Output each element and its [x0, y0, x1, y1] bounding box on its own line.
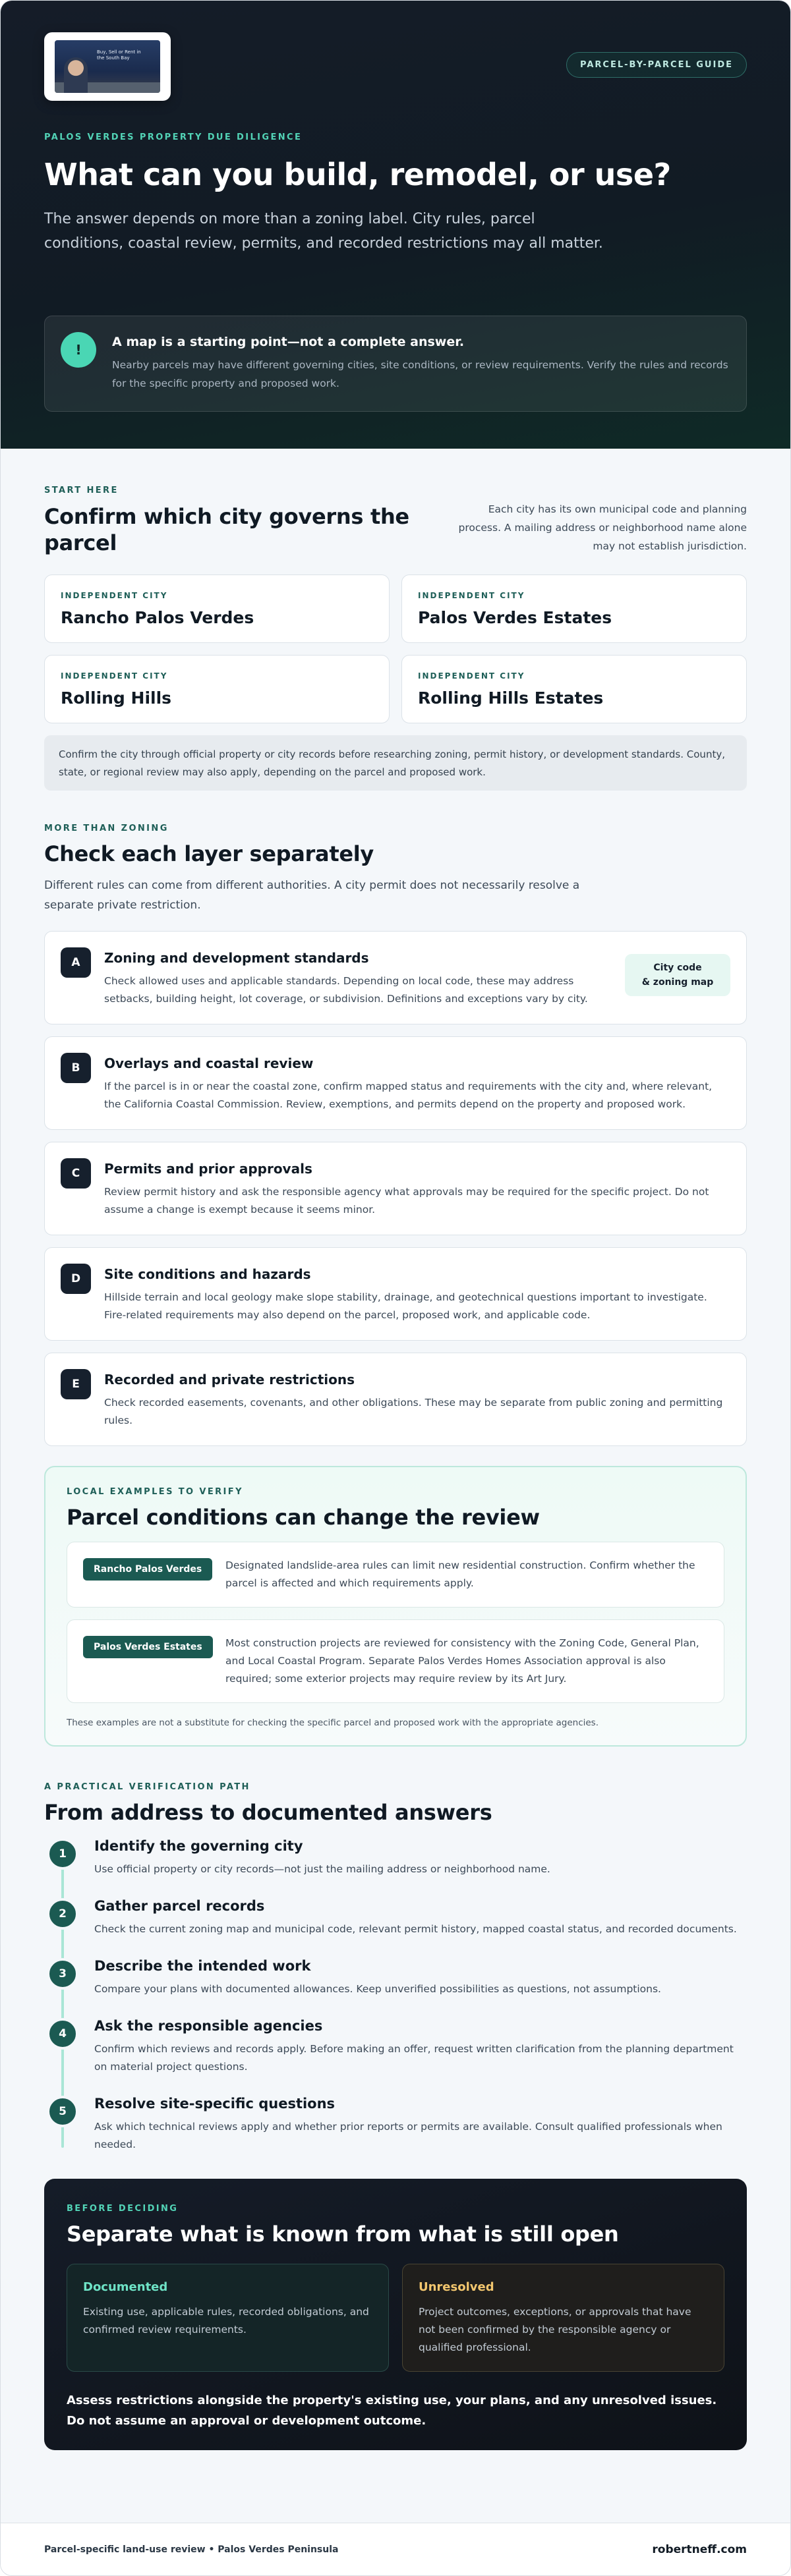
- cities-eyebrow: START HERE: [44, 486, 119, 495]
- step-body: Confirm which reviews and records apply. Before making an offer, request written clarification from the planning department on material project questions.: [94, 2043, 734, 2073]
- hero-lead: The answer depends on more than a zoning label. City rules, parcel conditions, coastal review, permits, and recorded restrictions may all matter.: [44, 211, 603, 252]
- layer-letter: B: [61, 1053, 91, 1083]
- exclamation-icon: !: [61, 332, 96, 368]
- decide-final-note: Assess restrictions alongside the property's existing use, your plans, and any unresolved issues. Do not assume an approval or development outcome.: [67, 2394, 717, 2428]
- step-number: 2: [47, 1898, 78, 1930]
- logo-caption: Buy, Sell or Rent in the South Bay: [97, 49, 141, 61]
- logo-image: [55, 40, 160, 93]
- guide-badge: PARCEL-BY-PARCEL GUIDE: [566, 52, 747, 78]
- step-body: Check the current zoning map and municipal code, relevant permit history, mapped coastal status, and recorded documents.: [94, 1923, 737, 1935]
- city-card: [44, 574, 390, 643]
- logo-card[interactable]: [44, 32, 171, 101]
- documented-title: Documented: [83, 2280, 168, 2294]
- layer-letter: D: [61, 1264, 91, 1294]
- step-item: [44, 1838, 747, 1878]
- footer: [1, 2523, 790, 2575]
- step-number: 1: [47, 1838, 78, 1870]
- footer-tagline: Parcel-specific land-use review • Palos Verdes Peninsula: [44, 2544, 339, 2555]
- city-name: Rancho Palos Verdes: [61, 608, 254, 627]
- layers-title: Check each layer separately: [44, 841, 374, 866]
- step-list: [44, 1838, 747, 2154]
- step-number: 4: [47, 2018, 78, 2050]
- step-title: Ask the responsible agencies: [94, 2018, 323, 2034]
- footer-site-link[interactable]: robertneff.com: [652, 2542, 747, 2556]
- step-item: [44, 2018, 747, 2076]
- step-title: Resolve site-specific questions: [94, 2096, 336, 2112]
- layer-body: If the parcel is in or near the coastal zone, confirm mapped status and requirements with the city and, where relevant, the California Coastal Commission. Review, exemptions, and permits depend on the property and proposed work.: [104, 1080, 713, 1110]
- layer-title: Recorded and private restrictions: [104, 1372, 355, 1387]
- city-card: [44, 655, 390, 723]
- layer-tag-line: City code: [653, 963, 702, 973]
- step-item: [44, 2096, 747, 2154]
- hero: [1, 1, 790, 449]
- steps-title: From address to documented answers: [44, 1800, 492, 1825]
- layer-letter: C: [61, 1158, 91, 1189]
- example-card: [67, 1619, 724, 1703]
- local-title: Parcel conditions can change the review: [67, 1505, 540, 1530]
- layer-list: [44, 931, 747, 1446]
- layer-card: [44, 1353, 747, 1446]
- city-tag: INDEPENDENT CITY: [61, 671, 168, 681]
- notice-callout: [44, 316, 747, 412]
- step-body: Use official property or city records—not just the mailing address or neighborhood name.: [94, 1863, 550, 1875]
- steps-section: [44, 1747, 747, 2450]
- layer-letter: E: [61, 1369, 91, 1399]
- layer-title: Site conditions and hazards: [104, 1266, 311, 1282]
- example-body: Most construction projects are reviewed for consistency with the Zoning Code, General Plan, and Local Coastal Program. Separate Palos Verdes Homes Association approval is also required; some exterior projects may require review by its Art Jury.: [225, 1637, 699, 1685]
- steps-eyebrow: A PRACTICAL VERIFICATION PATH: [44, 1782, 250, 1792]
- cities-note: Each city has its own municipal code and planning process. A mailing address or neighborhood name alone may not establish jurisdiction.: [458, 503, 747, 552]
- layer-tag-line: & zoning map: [641, 977, 714, 988]
- cities-title: Confirm which city governs the parcel: [44, 504, 409, 555]
- layer-body: Hillside terrain and local geology make slope stability, drainage, and geotechnical questions important to investigate. Fire-related requirements may also depend on the parcel, proposed work, and applicable code.: [104, 1291, 707, 1321]
- main-content: [1, 449, 790, 2450]
- local-eyebrow: LOCAL EXAMPLES TO VERIFY: [67, 1487, 243, 1497]
- layers-eyebrow: MORE THAN ZONING: [44, 824, 169, 833]
- notice-body: Nearby parcels may have different governing cities, site conditions, or review requirements. Verify the rules and records for the specific property and proposed work.: [112, 359, 728, 389]
- step-title: Gather parcel records: [94, 1898, 265, 1914]
- example-body: Designated landslide-area rules can limit new residential construction. Confirm whether the parcel is affected and which requirements apply.: [225, 1559, 695, 1589]
- layer-letter: A: [61, 947, 91, 978]
- city-name: Palos Verdes Estates: [418, 608, 612, 627]
- hero-eyebrow: PALOS VERDES PROPERTY DUE DILIGENCE: [44, 132, 303, 142]
- decide-eyebrow: BEFORE DECIDING: [67, 2204, 179, 2214]
- city-card: [401, 574, 747, 643]
- layer-tag: [625, 954, 730, 996]
- layer-title: Permits and prior approvals: [104, 1161, 312, 1177]
- unresolved-title: Unresolved: [419, 2280, 494, 2294]
- city-name: Rolling Hills Estates: [418, 688, 604, 708]
- step-title: Describe the intended work: [94, 1958, 311, 1974]
- city-card: [401, 655, 747, 723]
- city-info-note: Confirm the city through official property or city records before researching zoning, permit history, or development standards. County, state, or regional review may also apply, depending on the parcel and proposed work.: [44, 735, 747, 791]
- local-examples-panel: [44, 1466, 747, 1747]
- layer-title: Overlays and coastal review: [104, 1055, 314, 1071]
- example-card: [67, 1542, 724, 1608]
- layer-body: Check recorded easements, covenants, and other obligations. These may be separate from public zoning and permitting rules.: [104, 1397, 723, 1426]
- step-number: 3: [47, 1958, 78, 1990]
- logo-portrait: [64, 57, 88, 93]
- layer-card: [44, 1247, 747, 1341]
- step-item: [44, 1958, 747, 1998]
- step-number: 5: [47, 2096, 78, 2127]
- layer-body: Check allowed uses and applicable standards. Depending on local code, these may address setbacks, building height, lot coverage, or subdivision. Definitions and exceptions vary by city.: [104, 975, 588, 1005]
- notice-title: A map is a starting point—not a complete answer.: [112, 335, 465, 349]
- step-body: Compare your plans with documented allowances. Keep unverified possibilities as questions, not assumptions.: [94, 1983, 661, 1995]
- decide-panel: [44, 2179, 747, 2450]
- unresolved-card: [402, 2264, 724, 2372]
- decide-columns: [67, 2264, 724, 2372]
- city-tag: INDEPENDENT CITY: [418, 591, 525, 600]
- documented-body: Existing use, applicable rules, recorded obligations, and confirmed review requirements.: [83, 2306, 369, 2336]
- layers-lead: Different rules can come from different authorities. A city permit does not necessarily resolve a separate private restriction.: [44, 879, 580, 912]
- local-footnote: These examples are not a substitute for checking the specific parcel and proposed work with the appropriate agencies.: [67, 1718, 599, 1728]
- layer-body: Review permit history and ask the responsible agency what approvals may be required for the specific project. Do not assume a change is exempt because it seems minor.: [104, 1186, 709, 1216]
- layers-section: [44, 791, 747, 1747]
- hero-top: [44, 32, 747, 101]
- layer-card: [44, 1036, 747, 1130]
- city-tag: INDEPENDENT CITY: [418, 671, 525, 681]
- layer-card: [44, 931, 747, 1024]
- page-title: What can you build, remodel, or use?: [44, 157, 671, 192]
- documented-card: [67, 2264, 389, 2372]
- notice-text: [112, 332, 730, 411]
- city-name: Rolling Hills: [61, 688, 172, 708]
- step-body: Ask which technical reviews apply and whether prior reports or permits are available. Consult qualified professionals when needed.: [94, 2121, 722, 2150]
- layer-title: Zoning and development standards: [104, 950, 369, 966]
- city-tag: INDEPENDENT CITY: [61, 591, 168, 600]
- cities-section: [44, 449, 747, 791]
- step-title: Identify the governing city: [94, 1838, 303, 1854]
- example-city-pill: Rancho Palos Verdes: [83, 1558, 212, 1581]
- city-grid: [44, 574, 747, 723]
- unresolved-body: Project outcomes, exceptions, or approvals that have not been confirmed by the responsible agency or qualified professional.: [419, 2306, 691, 2353]
- decide-title: Separate what is known from what is still open: [67, 2222, 619, 2247]
- step-item: [44, 1898, 747, 1938]
- layer-card: [44, 1142, 747, 1235]
- example-city-pill: Palos Verdes Estates: [83, 1636, 213, 1658]
